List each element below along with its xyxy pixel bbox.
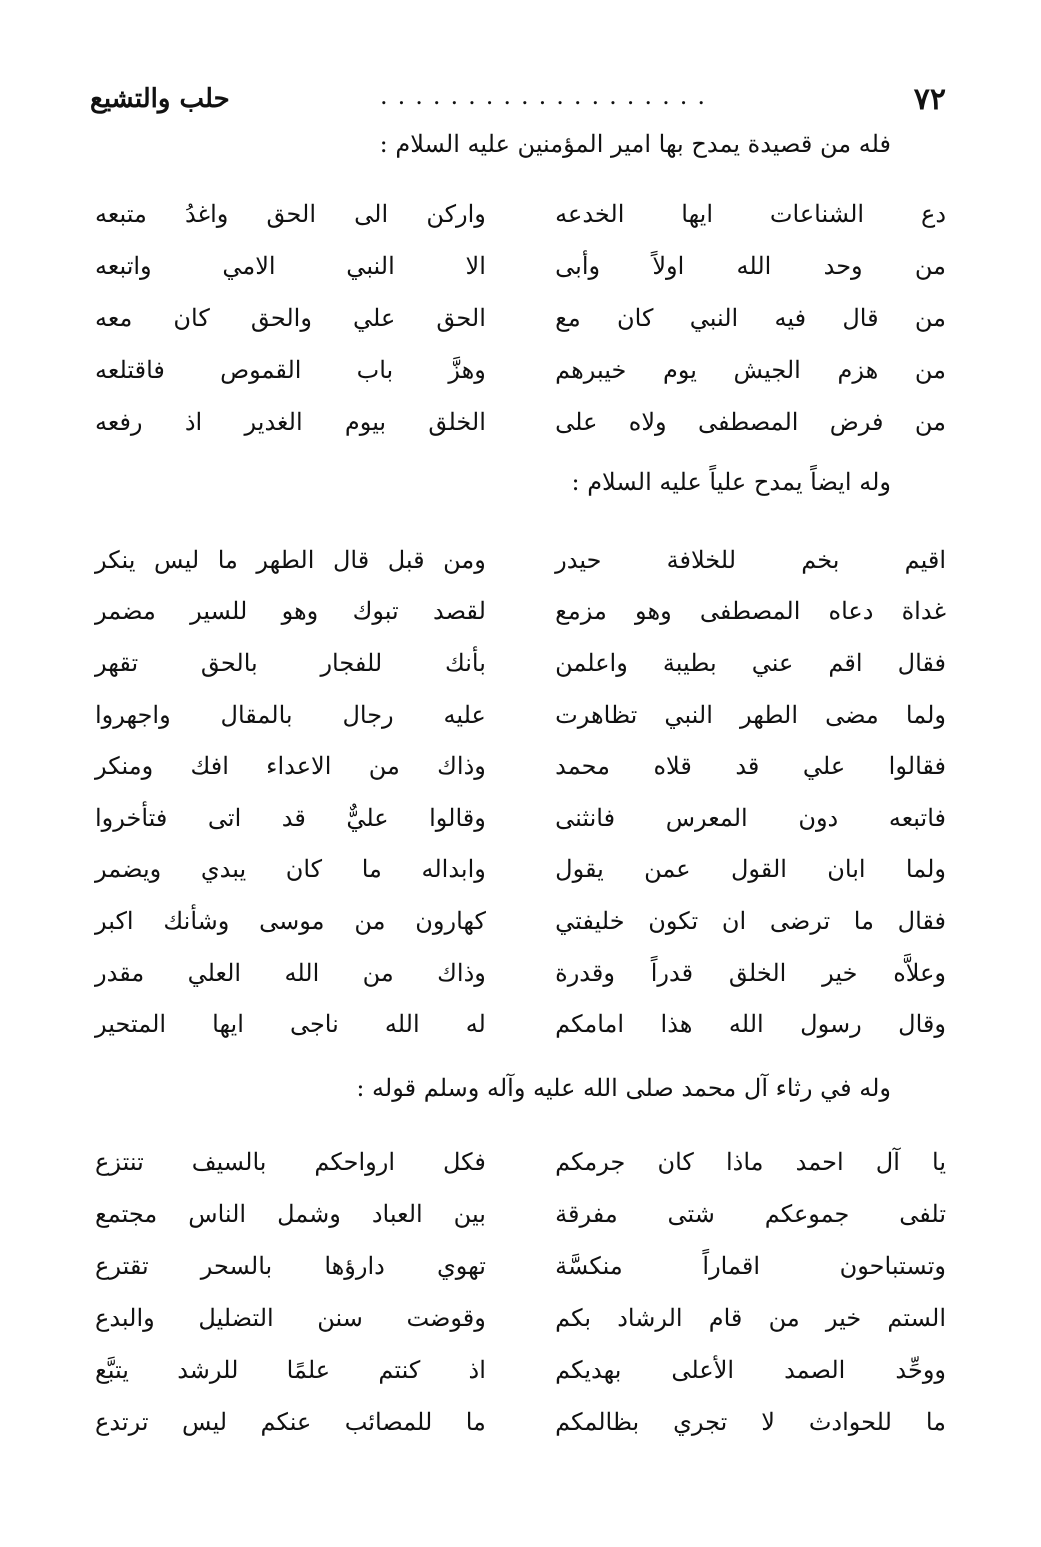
verse-first-hemistich: يا آل احمد ماذا كان جرمكم bbox=[555, 1148, 946, 1176]
verse-second-hemistich: اذ كنتم علمًا للرشد يتبَّع bbox=[95, 1356, 486, 1384]
verse-first-hemistich: فقال اقم عني بطيبة واعلمن bbox=[555, 648, 946, 677]
verse-first-hemistich: فاتبعه دون المعرس فانثنى bbox=[555, 803, 946, 832]
verse-second-hemistich: وذاك من الاعداء افك ومنكر bbox=[95, 752, 486, 781]
verse-line bbox=[95, 792, 946, 844]
verse-line bbox=[95, 240, 946, 292]
verse-line bbox=[95, 586, 946, 638]
verse-line bbox=[95, 1344, 946, 1396]
verse-first-hemistich: ما للحوادث لا تجري بظالمكم bbox=[555, 1408, 946, 1436]
verse-line bbox=[95, 740, 946, 792]
poem-block bbox=[95, 534, 946, 1050]
verse-first-hemistich: فقال ما ترضى ان تكون خليفتي bbox=[555, 906, 946, 935]
verse-line bbox=[95, 895, 946, 947]
running-title: حلب والتشيع bbox=[90, 84, 230, 114]
verse-first-hemistich: من هزم الجيش يوم خيبرهم bbox=[555, 356, 946, 384]
verse-line bbox=[95, 1240, 946, 1292]
verse-second-hemistich: وقوضت سنن التضليل والبدع bbox=[95, 1304, 486, 1332]
verse-line bbox=[95, 998, 946, 1050]
page-header bbox=[90, 80, 946, 130]
verse-line bbox=[95, 396, 946, 448]
verse-first-hemistich: من قال فيه النبي كان مع bbox=[555, 304, 946, 332]
verse-line bbox=[95, 1396, 946, 1448]
verse-second-hemistich: الا النبي الامي واتبعه bbox=[95, 252, 486, 280]
section-intro: وله ايضاً يمدح علياً عليه السلام : bbox=[571, 468, 891, 496]
verse-second-hemistich: كهارون من موسى وشأنك اكبر bbox=[95, 906, 486, 935]
verse-line bbox=[95, 344, 946, 396]
verse-first-hemistich: ولما ابان القول عمن يقول bbox=[555, 855, 946, 884]
verse-second-hemistich: تهوي دارؤها بالسحر تقترع bbox=[95, 1252, 486, 1280]
verse-line bbox=[95, 689, 946, 741]
verse-second-hemistich: الحق علي والحق كان معه bbox=[95, 304, 486, 332]
verse-second-hemistich: وذاك من الله العلي مقدر bbox=[95, 958, 486, 987]
verse-first-hemistich: الستم خير من قام الرشاد بكم bbox=[555, 1304, 946, 1332]
verse-second-hemistich: فكل ارواحكم بالسيف تنتزع bbox=[95, 1148, 486, 1176]
poem-block bbox=[95, 188, 946, 448]
verse-first-hemistich: من وحد الله اولاً وأبى bbox=[555, 252, 946, 280]
verse-line bbox=[95, 844, 946, 896]
verse-first-hemistich: ولما مضى الطهر النبي تظاهرت bbox=[555, 700, 946, 729]
verse-line bbox=[95, 947, 946, 999]
verse-second-hemistich: بأنك للفجار بالحق تقهر bbox=[95, 648, 486, 677]
verse-first-hemistich: غداة دعاه المصطفى وهو مزمع bbox=[555, 597, 946, 626]
verse-second-hemistich: ومن قبل قال الطهر ما ليس ينكر bbox=[95, 545, 486, 574]
verse-second-hemistich: بين العباد وشمل الناس مجتمع bbox=[95, 1200, 486, 1228]
verse-first-hemistich: فقالوا علي قد قلاه محمد bbox=[555, 752, 946, 781]
verse-first-hemistich: وعلاَّه خير الخلق قدراً وقدرة bbox=[555, 958, 946, 987]
verse-second-hemistich: ما للمصائب عنكم ليس ترتدع bbox=[95, 1408, 486, 1436]
verse-second-hemistich: وابداله ما كان يبدي ويضمر bbox=[95, 855, 486, 884]
verse-line bbox=[95, 1136, 946, 1188]
verse-first-hemistich: تلفى جموعكم شتى مفرقة bbox=[555, 1200, 946, 1228]
verse-line bbox=[95, 1188, 946, 1240]
verse-second-hemistich: له الله ناجى ايها المتحير bbox=[95, 1010, 486, 1039]
verse-first-hemistich: من فرض المصطفى ولاه على bbox=[555, 408, 946, 436]
verse-second-hemistich: عليه رجال بالمقال واجهروا bbox=[95, 700, 486, 729]
verse-second-hemistich: لقصد تبوك وهو للسير مضمر bbox=[95, 597, 486, 626]
verse-line bbox=[95, 1292, 946, 1344]
verse-second-hemistich: وقالوا عليٌّ قد اتى فتأخروا bbox=[95, 803, 486, 832]
section-intro: فله من قصيدة يمدح بها امير المؤمنين عليه السلام : bbox=[379, 130, 891, 158]
verse-line bbox=[95, 188, 946, 240]
verse-first-hemistich: وقال رسول الله هذا امامكم bbox=[555, 1010, 946, 1039]
verse-line bbox=[95, 534, 946, 586]
header-dot-leader: ................... bbox=[380, 82, 715, 110]
verse-first-hemistich: ووحِّد الصمد الأعلى بهديكم bbox=[555, 1356, 946, 1384]
verse-first-hemistich: وتستباحون اقماراً منكسَّة bbox=[555, 1252, 946, 1280]
verse-second-hemistich: وهزَّ باب القموص فاقتلعه bbox=[95, 356, 486, 384]
verse-first-hemistich: اقيم بخم للخلافة حيدر bbox=[555, 545, 946, 574]
verse-first-hemistich: دع الشناعات ايها الخدعه bbox=[555, 200, 946, 228]
section-intro: وله في رثاء آل محمد صلى الله عليه وآله وسلم قوله : bbox=[356, 1074, 891, 1102]
verse-line bbox=[95, 637, 946, 689]
poem-block bbox=[95, 1136, 946, 1448]
verse-second-hemistich: الخلق بيوم الغدير اذ رفعه bbox=[95, 408, 486, 436]
verse-line bbox=[95, 292, 946, 344]
verse-second-hemistich: واركن الى الحق واغدُ متبعه bbox=[95, 200, 486, 228]
page-number: ٧٢ bbox=[913, 82, 946, 117]
